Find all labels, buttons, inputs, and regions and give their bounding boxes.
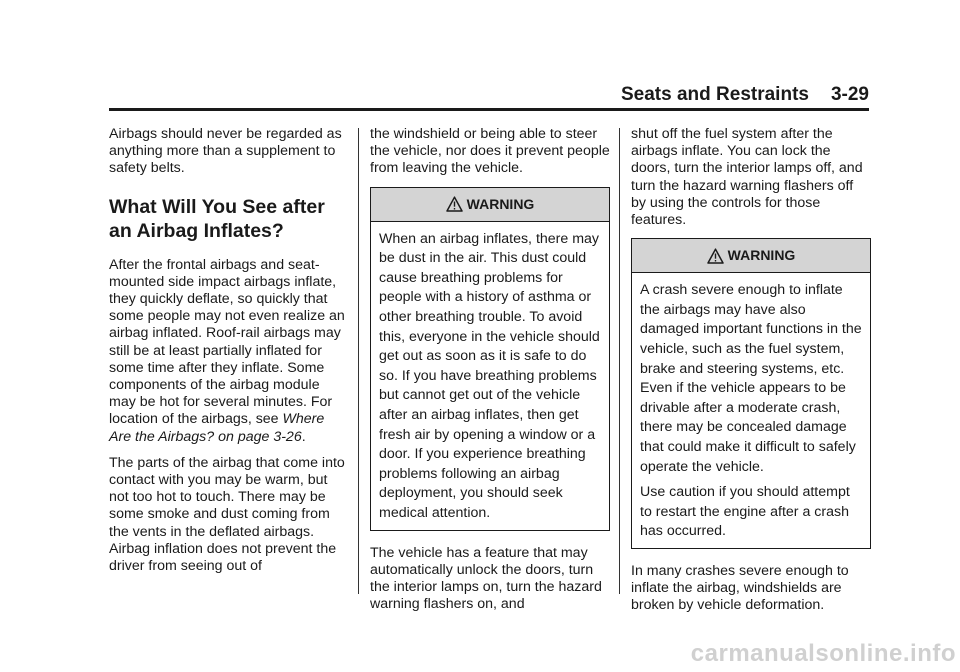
- warning-label: WARNING: [727, 247, 796, 264]
- watermark: carmanualsonline.info: [690, 640, 956, 667]
- intro-paragraph: Airbags should never be regarded as anything more than a supplement to safety belts.: [109, 126, 342, 177]
- warning-text: Use caution if you should attempt to restart the engine after a crash has occurred.: [640, 484, 850, 540]
- warning-header: [371, 188, 609, 222]
- warning-label: WARNING: [466, 195, 535, 212]
- column-3: [631, 126, 871, 624]
- page-header: [0, 84, 869, 106]
- section-title-header: Seats and Restraints: [621, 84, 809, 105]
- paragraph-windshield: the windshield or being able to steer the vehicle, nor does it prevent people from leaving the vehicle.: [370, 126, 610, 177]
- paragraph-windshields-broken: In many crashes severe enough to inflate the airbag, windshields are broken by vehicle deformation.: [631, 562, 849, 614]
- warning-header: [632, 239, 870, 273]
- paragraph-deflation: [109, 257, 349, 446]
- paragraph-airbag-parts: The parts of the airbag that come into contact with you may be warm, but not too hot to touch. There may be some smoke and dust coming from the vents in the deflated airbags. Airbag inflation does not prevent the driver from seeing out of: [109, 454, 345, 575]
- column-2: [370, 126, 610, 622]
- page-number: 3-29: [830, 84, 869, 105]
- paragraph-text: After the frontal airbags and seat-mounted side impact airbags inflate, they quickly deflate, so quickly that some people may not even realize an airbag inflated. Roof-rail airbags may still be at least partially inflated for some time after they inflate. Some components of the airbag module may be hot for several minutes. For location of the airbags, see: [109, 256, 345, 428]
- column-divider-2: [619, 128, 620, 594]
- cross-reference-link[interactable]: Where Are the Airbags? on page 3-26: [109, 411, 325, 445]
- paragraph-fuel-system: shut off the fuel system after the airbags inflate. You can lock the doors, turn the interior lamps off, and turn the hazard warning flashers off by using the controls for those features.: [631, 126, 863, 229]
- warning-body: [371, 222, 609, 530]
- warning-box-dust: [370, 187, 610, 531]
- warning-triangle-icon: [446, 196, 463, 212]
- paragraph-text: .: [301, 428, 306, 445]
- warning-text: When an airbag inflates, there may be dust in the air. This dust could cause breathing problems for people with a history of asthma or other breathing trouble. To avoid this, everyone in the vehicle should get out as soon as it is safe to do so. If you have breathing problems but cannot get out of the vehicle after an airbag inflates, then get fresh air by opening a window or a door. If you experience breathing problems following an airbag deployment, you should seek medical attention.: [379, 230, 600, 521]
- warning-triangle-icon: [707, 248, 724, 264]
- column-1: [109, 126, 349, 584]
- warning-text: A crash severe enough to inflate the airbags may have also damaged important functions in the vehicle, such as the fuel system, brake and steering systems, etc. Even if the vehicle appears to be drivable after a moderate crash, there may be concealed damage that could make it difficult to safely operate the vehicle.: [640, 282, 862, 475]
- header-rule: [109, 108, 869, 111]
- section-heading: What Will You See after an Airbag Inflates?: [109, 195, 325, 242]
- warning-box-crash: [631, 238, 871, 549]
- warning-body: [632, 273, 870, 548]
- column-divider-1: [358, 128, 359, 594]
- paragraph-unlock-feature: The vehicle has a feature that may automatically unlock the doors, turn the interior lamps on, turn the hazard warning flashers on, and: [370, 544, 602, 613]
